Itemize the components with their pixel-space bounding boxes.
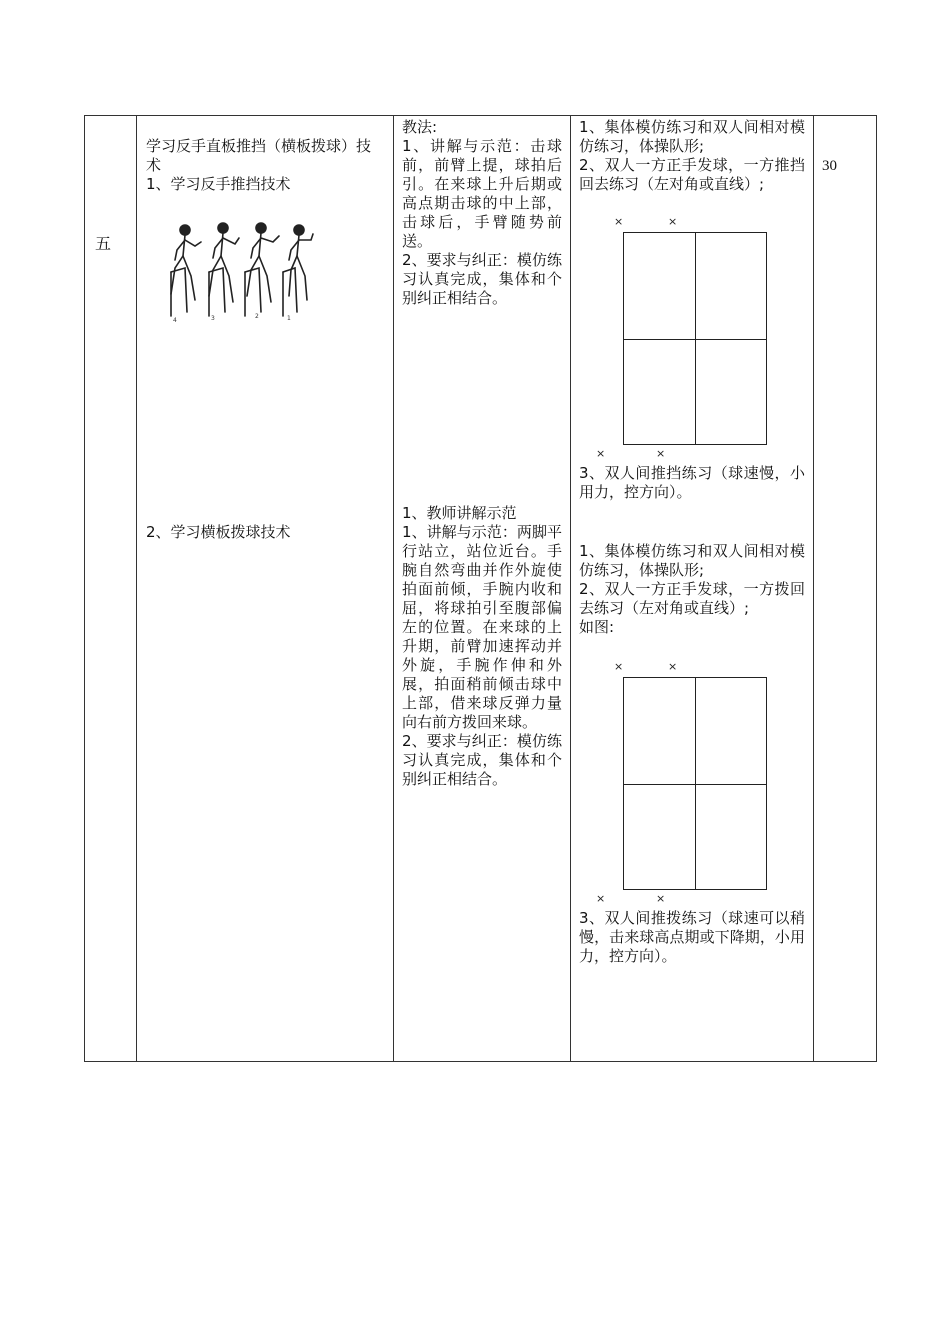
teaching-part-2: [402, 504, 562, 789]
practice-paragraph: 如图:: [579, 618, 615, 636]
backhand-push-figure: [165, 216, 315, 326]
figure-label: 4: [173, 317, 177, 324]
player-mark: ×: [668, 215, 678, 228]
practice-paragraph: 3、双人间推拨练习（球速可以稍慢，击来球高点期或下降期，小用力，控方向）。: [579, 909, 805, 965]
player-mark: ×: [596, 447, 606, 460]
teaching-method-cell: [394, 116, 571, 1062]
practice-paragraph: 2、双人一方正手发球，一方推挡回去练习（左对角或直线）;: [579, 156, 805, 193]
practice-part-1-top: [579, 118, 805, 194]
practice-paragraph: 1、集体模仿练习和双人间相对模仿练习，体操队形;: [579, 542, 805, 579]
practice-part-2-top: [579, 542, 805, 637]
content-item-2: 2、学习横板拨球技术: [146, 523, 291, 541]
teaching-heading: 1、教师讲解示范: [402, 504, 517, 522]
figure-label: 1: [287, 315, 291, 322]
player-mark: ×: [668, 660, 678, 673]
content-cell: [137, 116, 394, 1062]
teaching-paragraph: 1、讲解与示范：两脚平行站立，站位近台。手腕自然弯曲并作外旋使拍面前倾，手腕内收和屈，将球拍引至腹部偏左的位置。在来球的上升期，前臂加速挥动并外旋，手腕作伸和外展，拍面稍前倾击球中上部，借来球反弹力量向右前方拨回来球。: [402, 523, 562, 731]
teaching-paragraph: 2、要求与纠正：模仿练习认真完成，集体和个别纠正相结合。: [402, 251, 562, 307]
lesson-plan-table: [84, 115, 877, 1062]
player-mark: ×: [614, 660, 624, 673]
time-cell: [814, 116, 877, 1062]
content-item-1: 1、学习反手推挡技术: [146, 175, 291, 193]
figure-label: 2: [255, 313, 259, 320]
teaching-heading: 教法:: [402, 118, 438, 136]
lesson-title: 学习反手直板推挡（横板拨球）技术: [146, 137, 372, 174]
figure-label: 3: [211, 315, 215, 322]
practice-paragraph: 1、集体模仿练习和双人间相对模仿练习，体操队形;: [579, 118, 805, 155]
player-mark: ×: [656, 892, 666, 905]
section-cell: [85, 116, 137, 1062]
table-tennis-court-diagram: [623, 677, 767, 890]
teaching-paragraph: 2、要求与纠正：模仿练习认真完成，集体和个别纠正相结合。: [402, 732, 562, 788]
teaching-paragraph: 1、讲解与示范：击球前，前臂上提，球拍后引。在来球上升后期或高点期击球的中上部，击球后，手臂随势前送。: [402, 137, 562, 250]
player-mark: ×: [596, 892, 606, 905]
player-figure-icon: [283, 225, 313, 316]
player-mark: ×: [656, 447, 666, 460]
player-figure-icon: [209, 223, 239, 316]
player-mark: ×: [614, 215, 624, 228]
minutes-value: 30: [822, 158, 837, 174]
teaching-part-1: [402, 118, 562, 308]
practice-cell: [571, 116, 814, 1062]
practice-paragraph: 3、双人间推挡练习（球速慢，小用力，控方向）。: [579, 464, 805, 501]
player-figure-icon: [245, 223, 279, 316]
table-tennis-court-diagram: [623, 232, 767, 445]
player-figure-icon: [171, 225, 201, 316]
section-number: 五: [95, 234, 112, 253]
table-row: [85, 116, 877, 1062]
practice-paragraph: 2、双人一方正手发球，一方拨回去练习（左对角或直线）;: [579, 580, 805, 617]
